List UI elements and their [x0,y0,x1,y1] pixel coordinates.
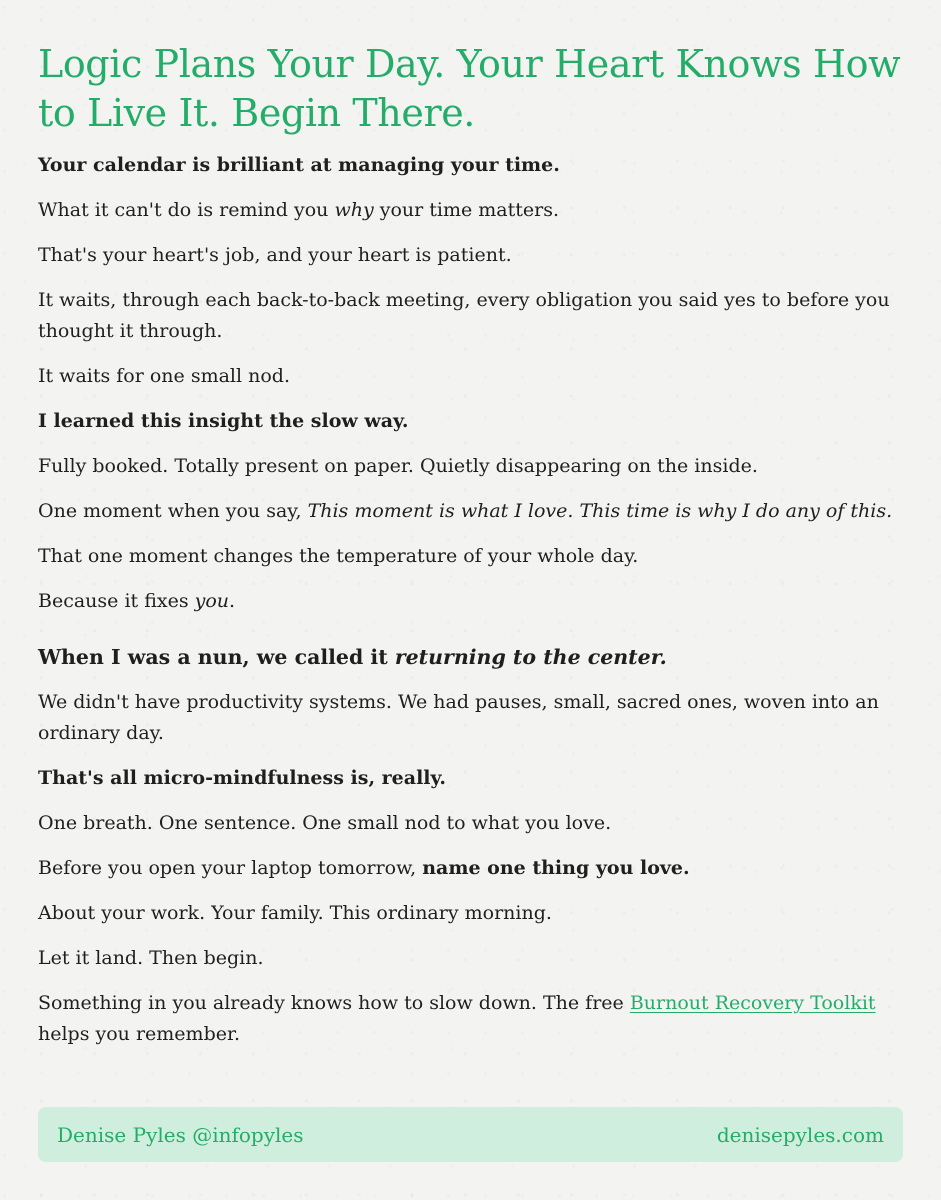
paragraph-fixes-you [38,586,903,617]
page-title: Logic Plans Your Day. Your Heart Knows How to Live It. Begin There. [38,42,901,135]
footer-author: Denise Pyles @infopyles [57,1122,304,1147]
emphasis-why: why [334,199,374,221]
paragraph-toolkit-text-1: Something in you already knows how to slow down. The free [38,992,630,1014]
emphasis-name-one-thing: name one thing you love. [422,857,690,879]
paragraph-it-waits: It waits, through each back-to-back meeting, every obligation you said yes to before you thought it through. [38,289,890,342]
paragraph-remind-why [38,195,903,226]
paragraph-remind-why-text-2: your time matters. [373,199,560,221]
paragraph-toolkit-text-2: helps you remember. [38,1023,241,1045]
paragraph-remind-why-text-1: What it can't do is remind you [38,199,335,221]
paragraph-small-nod: It waits for one small nod. [38,365,290,387]
footer-bar [38,1107,903,1162]
emphasis-returning: returning to the center. [394,645,667,669]
paragraph-let-it-land: Let it land. Then begin. [38,947,264,969]
footer-website: denisepyles.com [716,1122,884,1147]
paragraph-pauses: We didn't have productivity systems. We had pauses, small, sacred ones, woven into an ordinary day. [38,691,879,744]
toolkit-link[interactable]: Burnout Recovery Toolkit [629,992,876,1014]
article [38,40,903,1064]
paragraph-one-moment-text: One moment when you say, [38,500,308,522]
paragraph-temperature: That one moment changes the temperature of your whole day. [38,545,639,567]
paragraph-heart-job: That's your heart's job, and your heart is patient. [38,244,512,266]
paragraph-micro-mindfulness: That's all micro-mindfulness is, really. [38,767,446,789]
paragraph-about-work: About your work. Your family. This ordinary morning. [38,902,552,924]
emphasis-you: you [194,590,230,612]
paragraph-before-laptop-text: Before you open your laptop tomorrow, [38,857,423,879]
paragraph-before-laptop [38,853,903,884]
paragraph-one-breath: One breath. One sentence. One small nod to what you love. [38,812,612,834]
article-body [38,150,903,1050]
subheading-nun [38,642,903,673]
paragraph-fully-booked: Fully booked. Totally present on paper. Quietly disappearing on the inside. [38,455,758,477]
paragraph-learned: I learned this insight the slow way. [38,410,409,432]
paragraph-calendar: Your calendar is brilliant at managing your time. [38,154,560,176]
paragraph-toolkit [38,988,903,1050]
paragraph-one-moment [38,496,903,527]
paragraph-fixes-you-text: Because it fixes [38,590,195,612]
emphasis-moment-quote: This moment is what I love. This time is why I do any of this. [307,500,893,522]
paragraph-fixes-you-period: . [229,590,236,612]
subheading-nun-text: When I was a nun, we called it [38,645,395,669]
